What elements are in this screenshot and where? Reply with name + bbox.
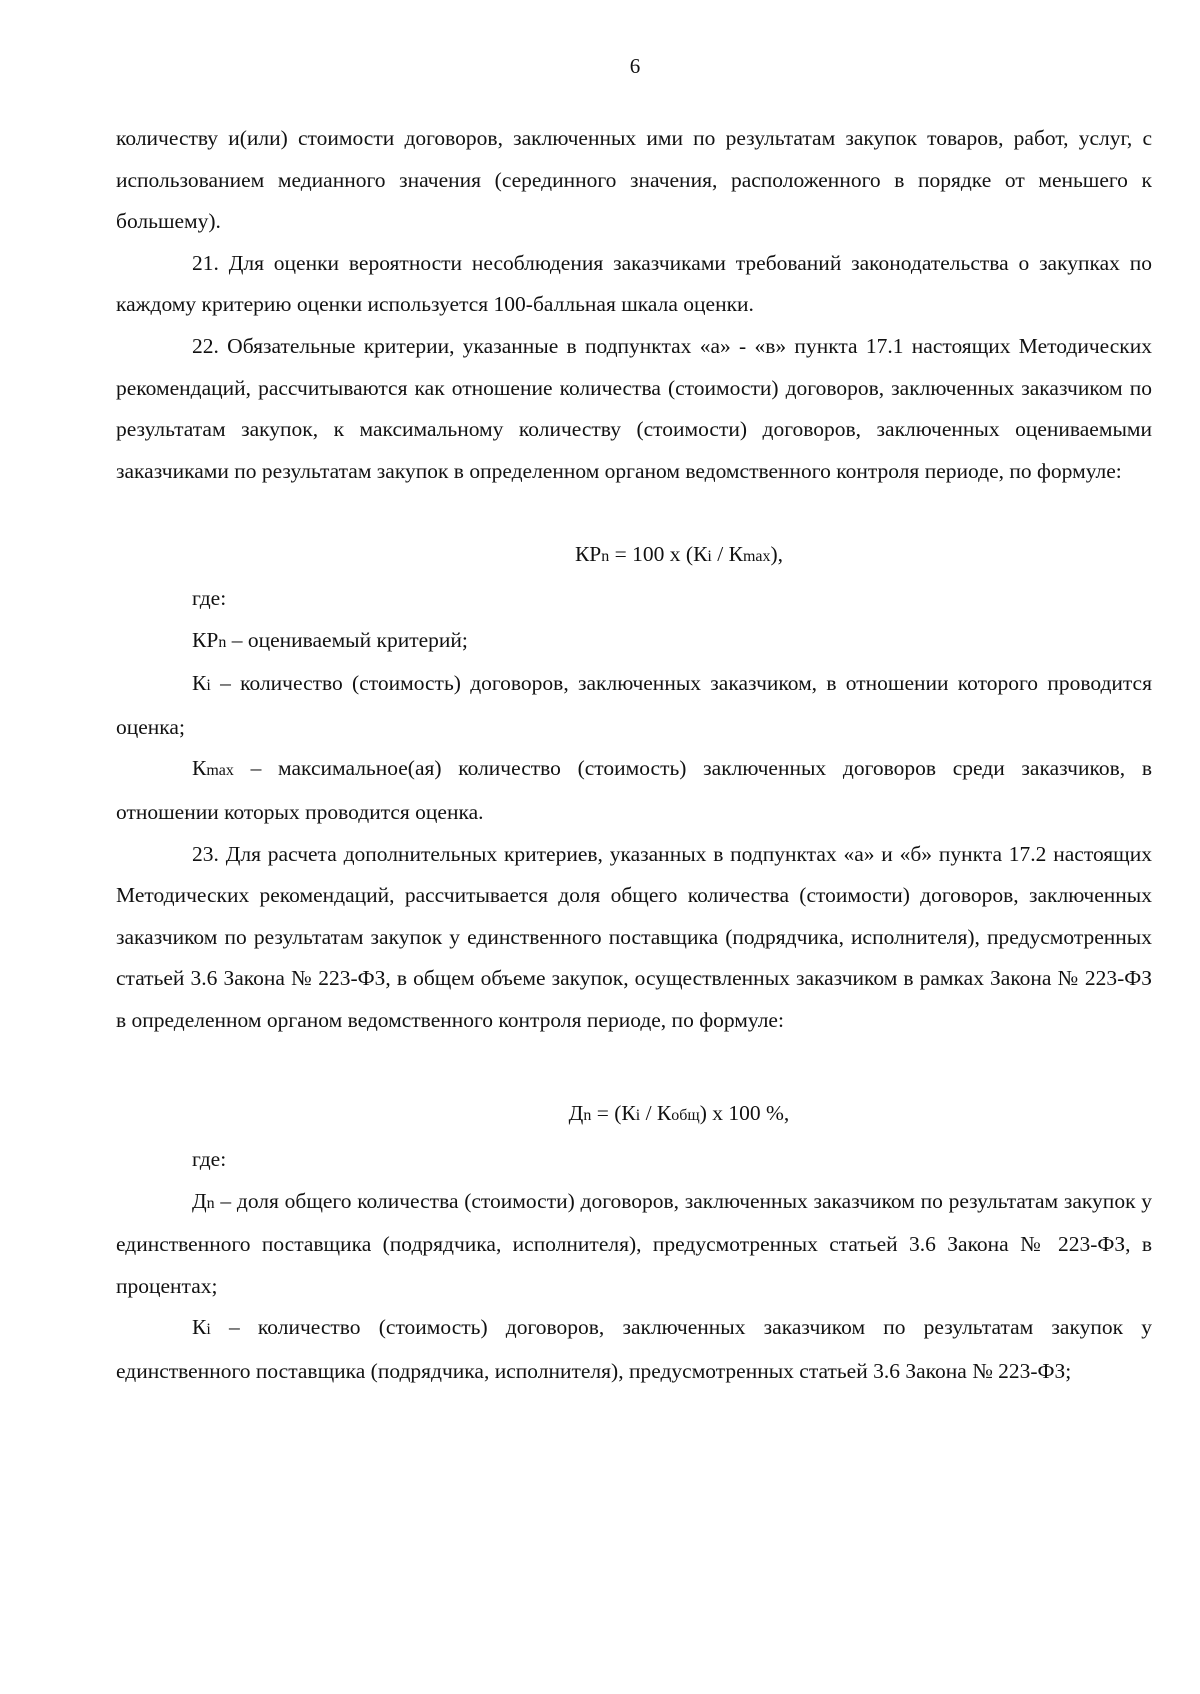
formula-subscript: общ — [671, 1107, 700, 1125]
formula-part: = 100 x ( — [609, 542, 694, 567]
document-body — [116, 118, 1152, 1393]
where-label: где: — [192, 585, 227, 610]
where-label: где: — [192, 1147, 227, 1172]
formula-dn — [116, 1093, 1152, 1137]
formula-symbol: К — [656, 1101, 672, 1126]
def-subscript: i — [206, 677, 211, 695]
def-symbol: К — [192, 1315, 207, 1340]
paragraph-intro: количеству и(или) стоимости договоров, заключенных ими по результатам закупок товаров, работ, услуг, с использованием медианного значения (серединного значения, расположенного в порядке от меньшего к большему). — [116, 126, 1152, 234]
formula-part: = ( — [591, 1101, 622, 1126]
def-subscript: n — [206, 1194, 215, 1212]
formula-symbol: К — [693, 542, 708, 567]
formula-symbol: К — [621, 1101, 636, 1126]
formula-symbol: Д — [568, 1101, 584, 1126]
definition-dn — [116, 1181, 1152, 1308]
formula-symbol: К — [728, 542, 743, 567]
def-symbol: К — [192, 671, 207, 696]
def-text: – количество (стоимость) договоров, заключенных заказчиком, в отношении которого проводится оценка; — [116, 671, 1152, 739]
definition-kpn — [116, 620, 1152, 664]
formula-subscript: n — [601, 548, 610, 566]
formula-part: / — [640, 1101, 657, 1126]
formula-part: ), — [770, 542, 784, 567]
paragraph-23: 23. Для расчета дополнительных критериев, указанных в подпунктах «а» и «б» пункта 17.2 настоящих Методических рекомендаций, рассчитывается доля общего количества (стоимости) договоров, заключенных заказчиком по результатам закупок у единственного поставщика (подрядчика, исполнителя), предусмотренных статьей 3.6 Закона № 223-ФЗ, в общем объеме закупок, осуществленных заказчиком в рамках Закона № 223-ФЗ в определенном органом ведомственного контроля периоде, по формуле: — [116, 841, 1152, 1032]
def-text: – оцениваемый критерий; — [226, 627, 468, 652]
definition-ki — [116, 663, 1152, 748]
definition-ki-2 — [116, 1307, 1152, 1392]
formula-subscript: i — [635, 1107, 641, 1125]
def-symbol: Д — [192, 1188, 207, 1213]
formula-subscript: max — [742, 548, 771, 566]
def-symbol: К — [192, 756, 207, 781]
def-subscript: max — [206, 762, 234, 780]
def-symbol: КР — [192, 627, 219, 652]
definition-kmax — [116, 748, 1152, 833]
formula-part: ) x 100 %, — [699, 1101, 790, 1126]
paragraph-21: 21. Для оценки вероятности несоблюдения заказчиками требований законодательства о закупках по каждому критерию оценки используется 100-балльная шкала оценки. — [116, 250, 1152, 317]
formula-subscript: n — [583, 1107, 592, 1125]
def-subscript: n — [218, 633, 227, 651]
formula-part: / — [711, 542, 729, 567]
page-number: 6 — [629, 54, 641, 78]
formula-kpn — [116, 534, 1152, 578]
paragraph-22: 22. Обязательные критерии, указанные в подпунктах «а» - «в» пункта 17.1 настоящих Методических рекомендаций, рассчитываются как отношение количества (стоимости) договоров, заключенных заказчиком по результатам закупок, к максимальному количеству (стоимости) договоров, заключенных оцениваемыми заказчиками по результатам закупок в определенном органом ведомственного контроля периоде, по формуле: — [116, 333, 1152, 483]
def-text: – доля общего количества (стоимости) договоров, заключенных заказчиком по результатам закупок у единственного поставщика (подрядчика, исполнителя), предусмотренных статьей 3.6 Закона № 223-ФЗ, в процентах; — [116, 1188, 1152, 1298]
formula-symbol: КР — [574, 542, 602, 567]
def-text: – количество (стоимость) договоров, заключенных заказчиком по результатам закупок у единственного поставщика (подрядчика, исполнителя), предусмотренных статьей 3.6 Закона № 223-ФЗ; — [116, 1315, 1152, 1384]
formula-subscript: i — [707, 548, 712, 566]
def-subscript: i — [206, 1321, 211, 1339]
def-text: – максимальное(ая) количество (стоимость) заключенных договоров среди заказчиков, в отношении которых проводится оценка. — [116, 756, 1152, 824]
